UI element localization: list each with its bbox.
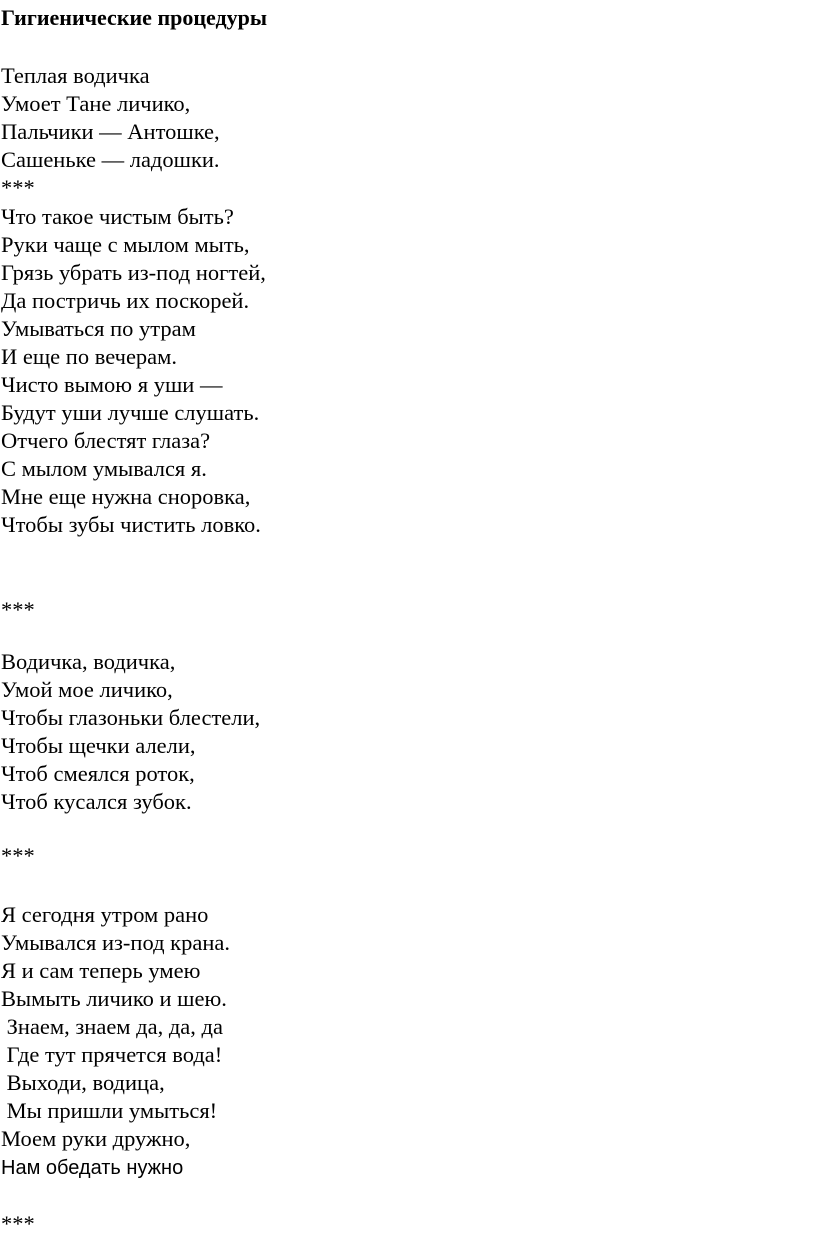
poem-line: Чтобы зубы чистить ловко. [1,512,261,537]
poem-line: Грязь убрать из-под ногтей, [1,260,266,285]
poem-line: Чтоб смеялся роток, [1,761,195,786]
stanza-separator: *** [1,843,35,868]
poem-line: Выходи, водица, [1,1070,165,1095]
poem-line: Чтобы глазоньки блестели, [1,705,261,730]
poem-line: Умываться по утрам [1,316,196,341]
poem-line: Чисто вымою я уши — [1,372,223,397]
poem-line: Я сегодня утром рано [1,902,209,927]
poem-line: Вымыть личико и шею. [1,986,227,1011]
poem-line: Я и сам теперь умею [1,958,201,983]
stanza-separator: *** [1,597,35,622]
poem-line: Где тут прячется вода! [1,1042,223,1067]
poem-line: Знаем, знаем да, да, да [1,1014,223,1039]
poem-line: Умывался из-под крана. [1,930,230,955]
poem-line: Моем руки дружно, [1,1126,191,1151]
document-title: Гигиенические процедуры [1,5,268,30]
poem-line: Что такое чистым быть? [1,204,234,229]
poem-line: Водичка, водичка, [1,649,176,674]
poem-line: Будут уши лучше слушать. [1,400,260,425]
stanza-separator: *** [1,1211,35,1236]
poem-line: Руки чаще с мылом мыть, [1,232,250,257]
poem-line: И еще по вечерам. [1,344,178,369]
poem-line: Мне еще нужна сноровка, [1,484,251,509]
poem-line: Отчего блестят глаза? [1,428,211,453]
poem-line: Теплая водичка [1,63,150,88]
poem-line: С мылом умывался я. [1,456,207,481]
poem-line: Умой мое личико, [1,677,173,702]
poem-line: Чтоб кусался зубок. [1,789,192,814]
stanza-separator: *** [1,175,35,200]
poem-line: Умоет Тане личико, [1,91,191,116]
poem-line: Чтобы щечки алели, [1,733,196,758]
poem-line: Нам обедать нужно [1,1157,184,1179]
poem-line: Да постричь их поскорей. [1,288,250,313]
poem-line: Мы пришли умыться! [1,1098,218,1123]
poem-line: Сашеньке — ладошки. [1,147,220,172]
poem-line: Пальчики — Антошке, [1,119,220,144]
